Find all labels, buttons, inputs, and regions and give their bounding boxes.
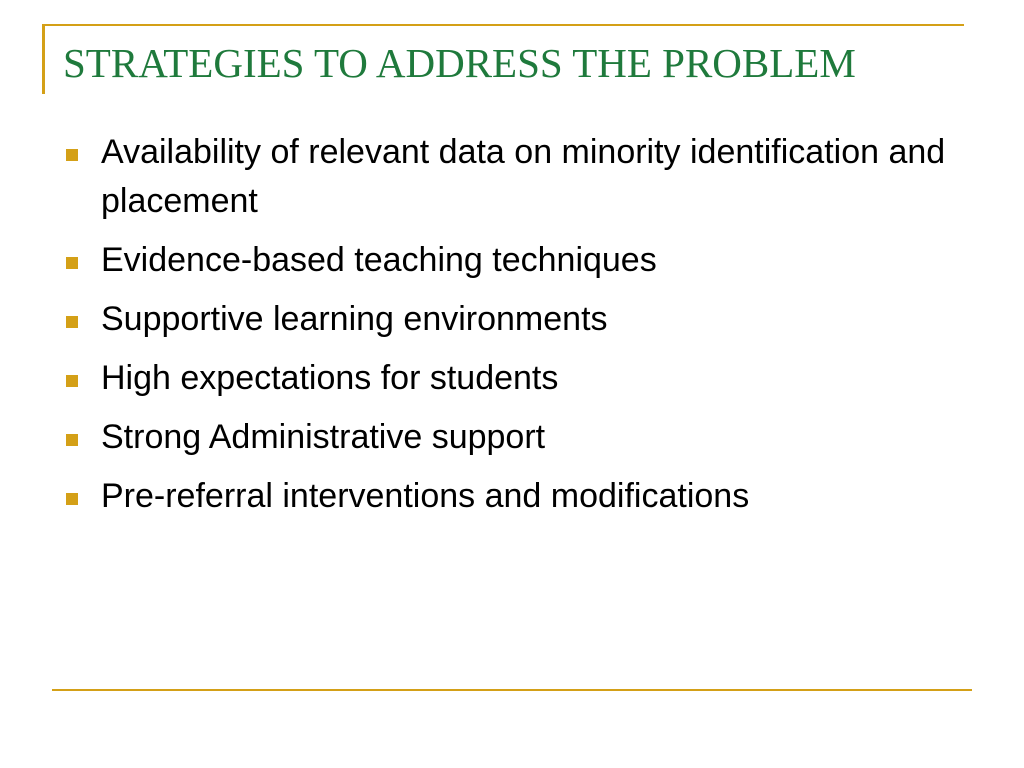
bullet-text: Pre-referral interventions and modifications [101, 477, 750, 515]
square-bullet-icon [66, 257, 78, 269]
bottom-divider [52, 689, 972, 691]
bullet-text: Availability of relevant data on minority identification and placement [101, 133, 946, 220]
slide-title: STRATEGIES TO ADDRESS THE PROBLEM [63, 40, 856, 86]
bullet-list [62, 128, 962, 531]
bullet-item [62, 236, 962, 285]
bullet-text: Evidence-based teaching techniques [101, 241, 657, 279]
title-frame-left-rule [42, 24, 45, 94]
bullet-item [62, 128, 962, 226]
bullet-item [62, 354, 962, 403]
title-frame-top-rule [42, 24, 964, 26]
bullet-item [62, 413, 962, 462]
bullet-item [62, 295, 962, 344]
square-bullet-icon [66, 316, 78, 328]
bullet-text: High expectations for students [101, 359, 559, 397]
square-bullet-icon [66, 493, 78, 505]
bullet-item [62, 472, 962, 521]
square-bullet-icon [66, 149, 78, 161]
bullet-text: Supportive learning environments [101, 300, 608, 338]
bullet-text: Strong Administrative support [101, 418, 546, 456]
square-bullet-icon [66, 375, 78, 387]
square-bullet-icon [66, 434, 78, 446]
